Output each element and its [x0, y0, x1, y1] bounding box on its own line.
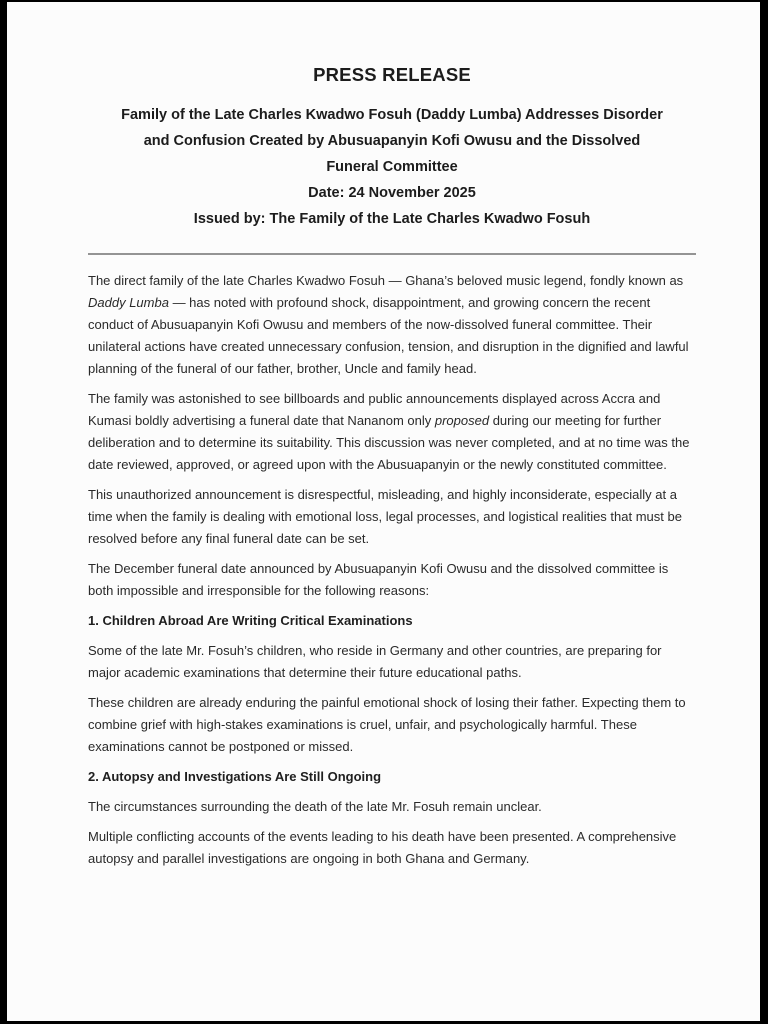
body-text: Multiple conflicting accounts of the events leading to his death have been presented. A comprehensive autopsy and parallel investigations are ongoing in both Ghana and Germany. [88, 829, 677, 866]
body-text: The family was astonished to see billboards and public announcements displayed across Accra and Kumasi boldly advertising a funeral date that Nananom only [88, 391, 661, 428]
paragraph [88, 484, 696, 550]
paragraph [88, 558, 696, 602]
document-body [88, 270, 696, 870]
title-line: Funeral Committee [326, 159, 458, 175]
paragraph [88, 640, 696, 684]
body-text: Some of the late Mr. Fosuh’s children, who reside in Germany and other countries, are preparing for major academic examinations that determine their future educational paths. [88, 643, 662, 680]
issued-by-line: Issued by: The Family of the Late Charles Kwadwo Fosuh [193, 211, 591, 227]
paragraph [88, 388, 696, 476]
paragraph [88, 796, 696, 818]
press-release-document [7, 63, 760, 870]
body-text: The direct family of the late Charles Kwadwo Fosuh — Ghana’s beloved music legend, fondly known as [88, 273, 684, 288]
section-heading: 2. Autopsy and Investigations Are Still Ongoing [88, 769, 382, 784]
italic-text: Daddy Lumba [88, 295, 169, 310]
document-title-block [88, 102, 696, 232]
title-line: and Confusion Created by Abusuapanyin Kofi Owusu and the Dissolved [143, 133, 641, 149]
body-text: — has noted with profound shock, disappointment, and growing concern the recent conduct of Abusuapanyin Kofi Owusu and members of the now-dissolved funeral committee. Their unilateral actions have created unnecessary confusion, tension, and disruption in the dignified and lawful planning of the funeral of our father, brother, Uncle and family head. [88, 295, 689, 376]
body-text: The circumstances surrounding the death of the late Mr. Fosuh remain unclear. [88, 799, 542, 814]
paragraph [88, 270, 696, 380]
body-text: These children are already enduring the painful emotional shock of losing their father. Expecting them to combine grief with high-stakes examinations is cruel, unfair, and psychologically harmful. These examinations cannot be postponed or missed. [88, 695, 686, 754]
paragraph [88, 692, 696, 758]
header-divider [88, 253, 696, 255]
date-line: Date: 24 November 2025 [308, 185, 476, 201]
title-line: Family of the Late Charles Kwadwo Fosuh (Daddy Lumba) Addresses Disorder [121, 107, 663, 123]
body-text: The December funeral date announced by Abusuapanyin Kofi Owusu and the dissolved committee is both impossible and irresponsible for the following reasons: [88, 561, 669, 598]
section-heading: 1. Children Abroad Are Writing Critical Examinations [88, 613, 413, 628]
body-text: This unauthorized announcement is disrespectful, misleading, and highly inconsiderate, especially at a time when the family is dealing with emotional loss, legal processes, and logistical realities that must be resolved before any final funeral date can be set. [88, 487, 682, 546]
italic-text: proposed [434, 413, 490, 428]
body-text: during our meeting for further deliberation and to determine its suitability. This discussion was never completed, and at no time was the date reviewed, approved, or agreed upon with the Abusuapanyin or the newly constituted committee. [88, 413, 690, 472]
document-page [7, 2, 760, 1021]
document-title [88, 102, 696, 180]
press-release-heading: PRESS RELEASE [313, 64, 471, 85]
paragraph [88, 826, 696, 870]
